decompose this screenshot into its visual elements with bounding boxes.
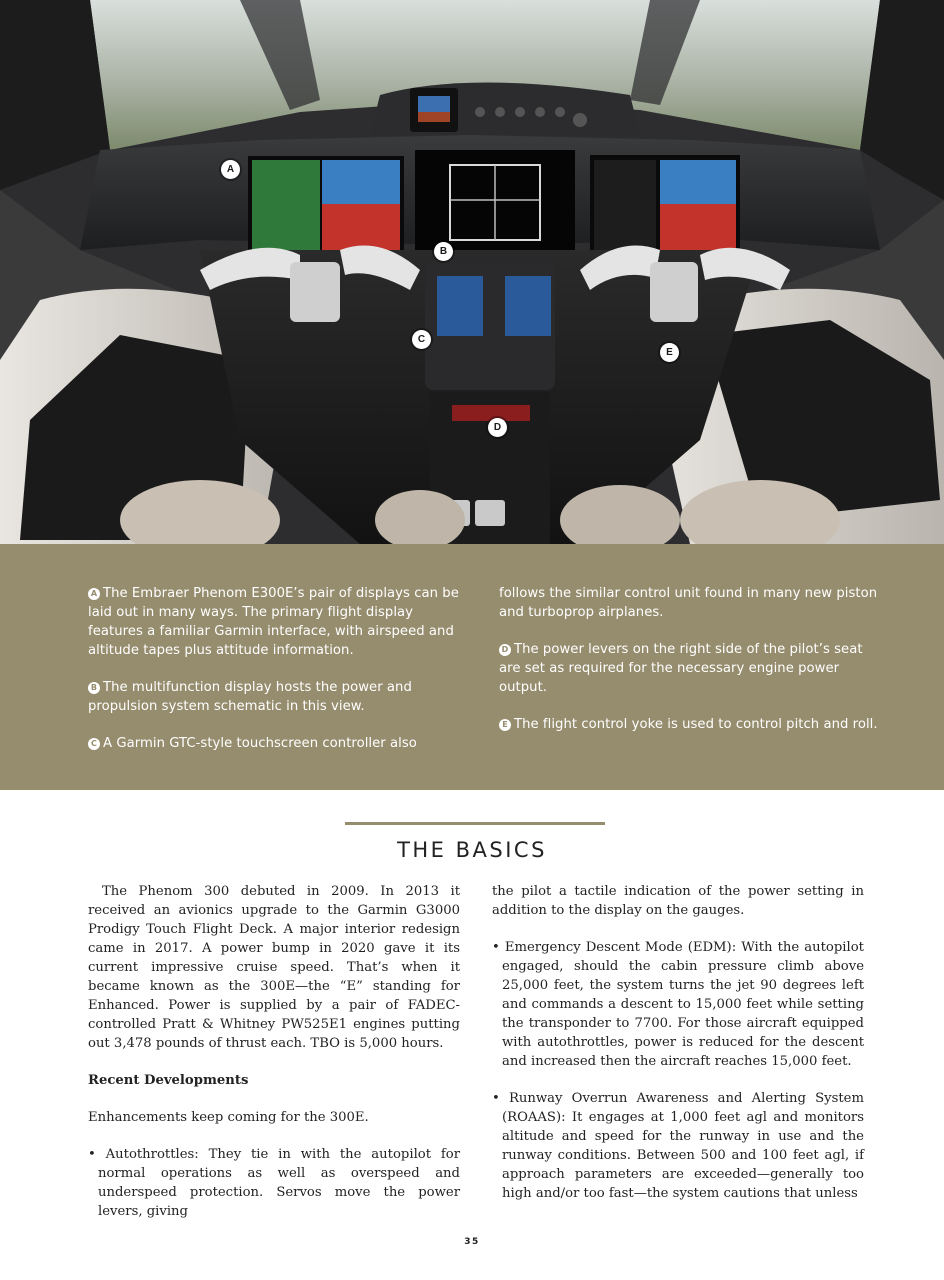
intro-paragraph: The Phenom 300 debuted in 2009. In 2013 it received an avionics upgrade to the Garmin G3000 Prodigy Touch Flight Deck. A major interior redesign came in 2017. A power bump in 2020 gave it its current impressive cruise speed. That’s when it became known as the 300E—the “E” standing for Enhanced. Power is supplied by a pair of FADEC-controlled Pratt & Whitney PW525E1 engines putting out 3,478 pounds of thrust each. TBO is 5,000 hours.	[88, 884, 460, 1051]
caption-badge-a: A	[88, 588, 100, 600]
cockpit-photo	[0, 0, 944, 544]
marker-b: B	[434, 242, 453, 261]
caption-badge-e: E	[499, 719, 511, 731]
caption-column-right	[499, 584, 879, 752]
caption-text-c: A Garmin GTC-style touchscreen controller also	[103, 736, 417, 751]
article-column-left	[88, 882, 460, 1239]
page-number: 35	[464, 1237, 480, 1247]
bullet-edm: • Emergency Descent Mode (EDM): With the autopilot engaged, should the cabin pressure climb above 25,000 feet, the system turns the jet 90 degrees left and commands a descent to 15,000 feet while setting the transponder to 7700. For those aircraft equipped with autothrottles, power is reduced for the descent and increased then the aircraft reaches 15,000 feet.	[492, 940, 864, 1069]
lead-paragraph: Enhancements keep coming for the 300E.	[88, 1110, 369, 1125]
caption-badge-d: D	[499, 644, 511, 656]
caption-c-continued	[499, 584, 879, 622]
marker-e: E	[660, 343, 679, 362]
caption-text-e: The flight control yoke is used to control pitch and roll.	[514, 717, 878, 732]
marker-c: C	[412, 330, 431, 349]
caption-badge-c: C	[88, 738, 100, 750]
caption-e	[499, 715, 879, 734]
marker-d: D	[488, 418, 507, 437]
caption-text-a: The Embraer Phenom E300E’s pair of displays can be laid out in many ways. The primary flight display features a familiar Garmin interface, with airspeed and altitude tapes plus attitude information.	[88, 586, 459, 658]
caption-d	[499, 640, 879, 697]
caption-b	[88, 678, 468, 716]
caption-a	[88, 584, 468, 660]
caption-column-left	[88, 584, 468, 771]
marker-a: A	[221, 160, 240, 179]
caption-badge-b: B	[88, 682, 100, 694]
caption-panel	[0, 544, 944, 790]
bullet-roaas: • Runway Overrun Awareness and Alerting System (ROAAS): It engages at 1,000 feet agl and monitors altitude and speed for the runway in use and the runway conditions. Between 500 and 100 feet agl, if approach parameters are exceeded—generally too high and/or too fast—the system cautions that unless	[492, 1091, 864, 1201]
caption-text-c-continued: follows the similar control unit found in many new piston and turboprop airplanes.	[499, 586, 878, 620]
caption-c	[88, 734, 468, 753]
caption-text-d: The power levers on the right side of the pilot’s seat are set as required for the necessary engine power output.	[499, 642, 863, 695]
autothrottles-continued: the pilot a tactile indication of the power setting in addition to the display on the gauges.	[492, 884, 864, 918]
caption-text-b: The multifunction display hosts the power and propulsion system schematic in this view.	[88, 680, 412, 714]
bullet-autothrottles: • Autothrottles: They tie in with the autopilot for normal operations as well as overspeed and underspeed protection. Servos move the power levers, giving	[88, 1147, 460, 1219]
subheading-recent-developments: Recent Developments	[88, 1073, 249, 1088]
article-column-right	[492, 882, 864, 1221]
heading-rule	[345, 822, 605, 825]
section-heading: THE BASICS	[397, 838, 547, 862]
cockpit-illustration	[0, 0, 944, 544]
